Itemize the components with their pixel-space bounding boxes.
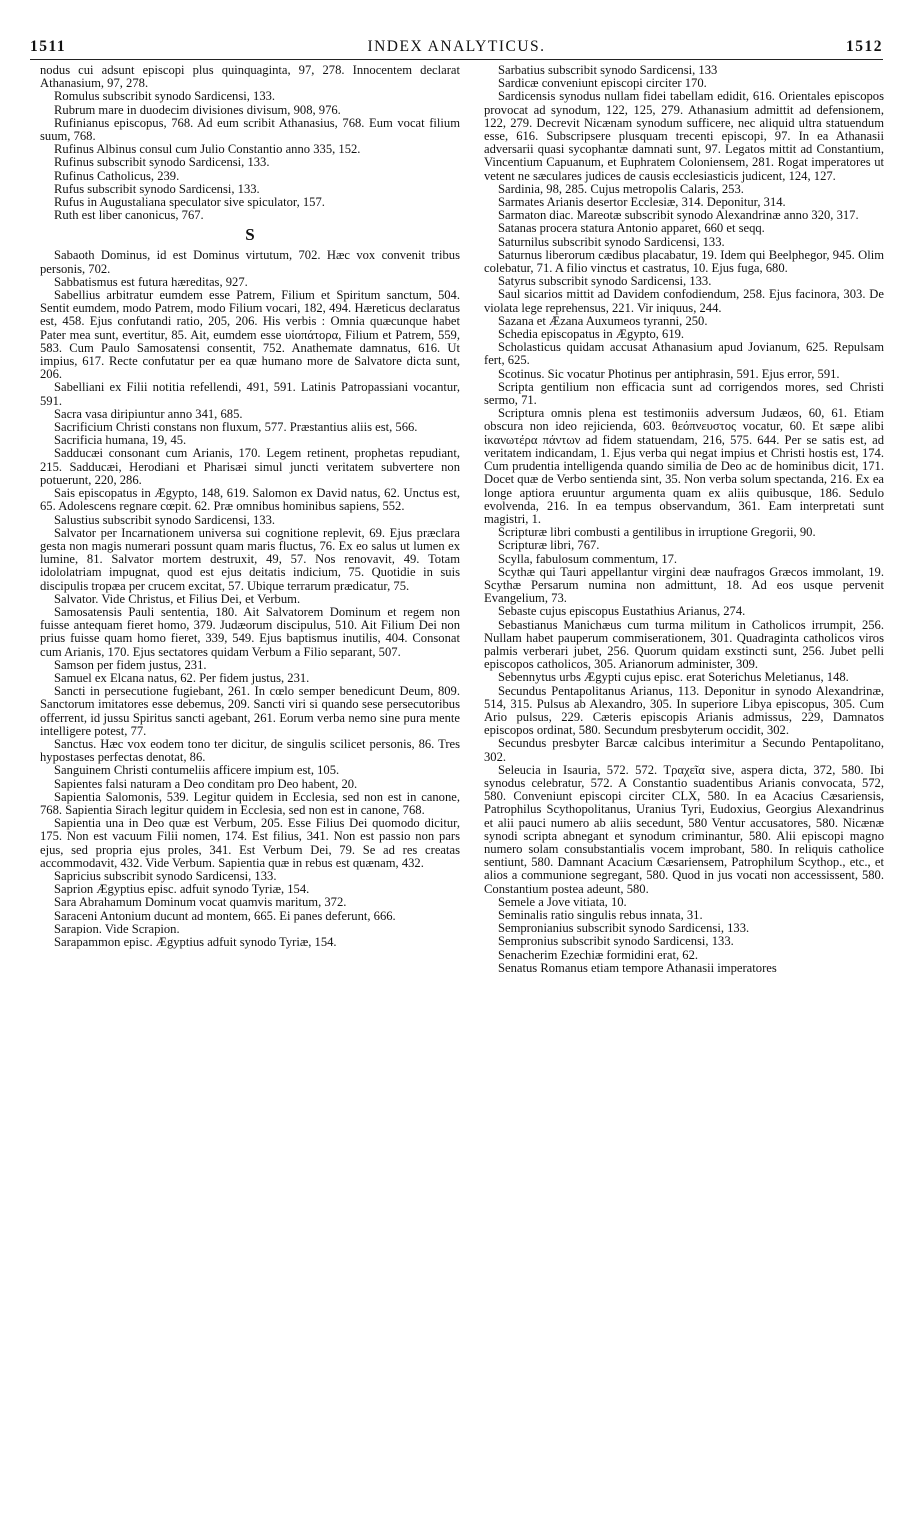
index-entry: Saprion Ægyptius episc. adfuit synodo Tyriæ, 154.: [54, 882, 310, 897]
index-entry: Sara Abrahamum Dominum vocat quamvis maritum, 372.: [54, 895, 347, 910]
index-entry: Sacrificia humana, 19, 45.: [54, 433, 187, 448]
index-entry: Rufus in Augustaliana speculator sive spiculator, 157.: [54, 195, 325, 210]
index-entry: Saraceni Antonium ducunt ad montem, 665. Ei panes deferunt, 666.: [54, 908, 396, 923]
page-header: [30, 38, 883, 60]
index-entry: Semele a Jove vitiata, 10.: [498, 894, 627, 909]
index-entry: Salvator per Incarnationem universa sui cognitione replevit, 69. Ejus præclara gesta non magis numerari possunt quam maris fluctus, 76. Ex eo salus ut lumen ex lumine, 81. Salvator mortem destruxit, 49, 57. Nos renovavit, 49. Totam idololatriam impugnat, quod est ejus deitatis indicium, 75. Quotidie in suis discipulis tropæa per crucem excitat, 57. Ubique terrarum prædicatur, 75.: [40, 525, 460, 593]
index-entry: Ruth est liber canonicus, 767.: [54, 208, 204, 223]
index-entry: Sebaste cujus episcopus Eustathius Arianus, 274.: [498, 604, 746, 619]
index-entry: Rufinus subscribit synodo Sardicensi, 133.: [54, 155, 270, 170]
index-entry: Salvator. Vide Christus, et Filius Dei, et Verbum.: [54, 591, 301, 606]
index-entry: Sapricius subscribit synodo Sardicensi, 133.: [54, 868, 277, 883]
running-title: INDEX ANALYTICUS.: [367, 38, 546, 55]
index-entry: Sanguinem Christi contumeliis afficere impium est, 105.: [54, 763, 340, 778]
index-entry: Sacra vasa diripiuntur anno 341, 685.: [54, 406, 243, 421]
index-entry: Scythæ qui Tauri appellantur virgini deæ naufragos Græcos immolant, 19. Scythæ Persarum numina non admittunt, 18. Ad eos usque pervenit Evangelium, 73.: [484, 564, 884, 606]
index-entry: Secundus presbyter Barcæ calcibus interimitur a Secundo Pentapolitano, 302.: [484, 736, 884, 764]
index-entry: Scripturæ libri, 767.: [498, 538, 600, 553]
section-letter: S: [245, 225, 255, 245]
index-entry: Sanctus. Hæc vox eodem tono ter dicitur, de singulis scilicet personis, 86. Tres hypostases perfectas denotat, 86.: [40, 736, 460, 765]
index-entry: Seleucia in Isauria, 572. 572. Τραχεῖα sive, aspera dicta, 372, 580. Ibi synodus celebratur, 572. A Constantio suadentibus Arianis convocata, 572, 580. Conveniunt episcopi circiter CLX, 580. In ea Acacius Cæsariensis, Patrophilus Scythopolitanus, Uranius Tyri, Eudoxius, Georgius Alexandrinus et alii pauci numero ab aliis secedunt, 580 Ventur accusatores, 580. Nicænæ synodi scripta abnegant et synodum criminantur, 580. Alii episcopi magno numero solam consubstantialis vocem improbant, 580. In reliquis catholice sentiunt, 580. Damnant Acacium Cæsariensem, Patrophilum Scythop., etc., et alios a communione segregant, 580. Quod in jus vocati non accessissent, 580. Constantium postea adeunt, 580.: [484, 762, 884, 896]
index-entry: Samuel ex Elcana natus, 62. Per fidem justus, 231.: [54, 670, 310, 685]
index-entry: Scotinus. Sic vocatur Photinus per antiphrasin, 591. Ejus error, 591.: [498, 366, 840, 381]
index-entry: Romulus subscribit synodo Sardicensi, 133.: [54, 89, 276, 104]
left-column-entries-s: [40, 249, 460, 949]
header-rule: [30, 59, 883, 60]
index-entry: Sebastianus Manichæus cum turma militum in Catholicos irrumpit, 256. Nullam habet pauperum commiserationem, 301. Quadraginta catholicos viros palmis verberari jubet, 256. Quorum quidam exstincti sunt, 256. Jubet pelli episcopos catholicos, 305. Arianorum administer, 309.: [484, 617, 884, 672]
index-entry: Sarmates Arianis desertor Ecclesiæ, 314. Deponitur, 314.: [498, 195, 786, 210]
right-column: [484, 64, 884, 1534]
index-entry: Sancti in persecutione fugiebant, 261. In cœlo semper benedicunt Deum, 809. Sanctorum imitatores esse debemus, 209. Sancti viri si quando sese persecutoribus offerrent, id jussu Spiritus sancti agebant, 261. Eorum verba nemo sine pura mente intelligere potest, 77.: [40, 684, 460, 738]
index-entry: Satyrus subscribit synodo Sardicensi, 133.: [498, 274, 712, 289]
index-entry: Sais episcopatus in Ægypto, 148, 619. Salomon ex David natus, 62. Unctus est, 65. Adolescens regnare cœpit. 62. Præ omnibus hominibus sapiens, 552.: [40, 486, 460, 514]
left-column-entries-r: [40, 64, 460, 222]
index-entry: Rufinus Catholicus, 239.: [54, 168, 180, 183]
index-entry: Sarbatius subscribit synodo Sardicensi, 133: [498, 64, 718, 77]
index-entry: Samson per fidem justus, 231.: [54, 657, 207, 672]
index-entry: Seminalis ratio singulis rebus innata, 31.: [498, 908, 703, 922]
index-entry: nodus cui adsunt episcopi plus quinquaginta, 97, 278. Innocentem declarat Athanasium, 97, 278.: [40, 64, 460, 91]
index-entry: Scylla, fabulosum commentum, 17.: [498, 551, 678, 566]
index-entry: Sebennytus urbs Ægypti cujus episc. erat Soterichus Meletianus, 148.: [498, 670, 849, 685]
index-entry: Sadducæi consonant cum Arianis, 170. Legem retinent, prophetas repudiant, 215. Sadducæi, Herodiani et Pharisæi simul juncti veritatem subvertere non potuerunt, 220, 286.: [40, 446, 460, 487]
index-entry: Sempronius subscribit synodo Sardicensi, 133.: [498, 934, 734, 949]
page-number-left: 1511: [30, 38, 67, 55]
index-entry: Rufinianus episcopus, 768. Ad eum scribit Athanasius, 768. Eum vocat filium suum, 768.: [40, 115, 460, 144]
index-entry: Samosatensis Pauli sententia, 180. Ait Salvatorem Dominum et regem non fuisse antequam fieret homo, 379. Judæorum discipulus, 510. Ait Filium Dei non prius fuisse quam homo fieret, 339, 549. Ejus baptismus inutilis, 404. Consonat cum Arianis, 170. Ejus sectatores quidam Verbum a Filio separant, 507.: [40, 604, 460, 659]
index-entry: Sapientia una in Deo quæ est Verbum, 205. Esse Filius Dei quomodo dicitur, 175. Non est vacuum Filii nomen, 174. Est filius, 341. Non est passio non pars ejus, sed propria ejus proles, 341. Est Verbum Dei, 79. Se ad res creatas accommodavit, 432. Vide Verbum. Sapientia quæ in rebus est quænam, 432.: [40, 816, 460, 870]
index-entry: Satanas procera statura Antonio apparet, 660 et seqq.: [498, 221, 765, 236]
left-column: [40, 64, 460, 1534]
index-entry: Sardinia, 98, 285. Cujus metropolis Calaris, 253.: [498, 181, 744, 196]
index-entry: Secundus Pentapolitanus Arianus, 113. Deponitur in synodo Alexandrinæ, 514, 315. Pulsus ab Alexandro, 305. In superiore Libya episcopus, 305. Cum Ario pulsus, 229. Cæteris episcopis Arianis admissus, 229, Damnatos episcopos ordinat, 580. Secundum presbyterum occidit, 302.: [484, 683, 884, 738]
index-entry: Sardicæ conveniunt episcopi circiter 170.: [498, 76, 707, 91]
index-entry: Sarmaton diac. Mareotæ subscribit synodo Alexandrinæ anno 320, 317.: [498, 208, 859, 223]
index-entry: Rufus subscribit synodo Sardicensi, 133.: [54, 181, 260, 196]
index-entry: Sapientes falsi naturam a Deo conditam pro Deo habent, 20.: [54, 776, 358, 791]
index-entry: Sardicensis synodus nullam fidei tabellam edidit, 616. Orientales episcopos provocat ad synodum, 122, 125, 279. Athanasium admittit ad defensionem, 122, 279. Decrevit Nicænam synodum sufficere, nec aliquid ultra statuendum esse, 616. Subscripsere plusquam trecenti episcopi, 97. In ea Athanasii adversarii quasi sycophantæ damnati sunt, 97. Legatos mittit ad Constantium, Vincentium Capuanum, et Euphratem Coloniensem, 281. Rogat imperatores ut vetent ne sæculares judices de causis ecclesiasticis judicent, 124, 127.: [484, 89, 884, 183]
index-entry: Sarapion. Vide Scrapion.: [54, 921, 180, 936]
page-number-right: 1512: [846, 38, 883, 55]
index-entry: Saul sicarios mittit ad Davidem confodiendum, 258. Ejus facinora, 303. De violata lege reprehensus, 221. Vir iniquus, 244.: [484, 287, 884, 315]
index-entry: Scriptura omnis plena est testimoniis adversum Judæos, 60, 61. Etiam obscura non ideo rejicienda, 603. θεόπνευστος vocatur, 60. Et sæpe alibi ἱκανωτέρα πάντων ad fidem statuendam, 216, 575. 644. Per se satis est, ad veritatem indicandam, 1. Ejus verba qui negat impius et Christi hostis est, 174. Cum prudentia intelligenda quando similia de Deo ac de hominibus dicit, 171. Docet quæ de Verbo sentienda sint, 35. Non verba solum spectanda, 216. Ex ea longe aptiora eruuntur argumenta quam ex aliis quibusque, 186. Sedulo evolvenda, 216. In ea tempus observandum, 361. Eam interpretati sunt magistri, 1.: [484, 406, 884, 526]
index-entry: Sarapammon episc. Ægyptius adfuit synodo Tyriæ, 154.: [54, 935, 337, 949]
index-entry: Sabaoth Dominus, id est Dominus virtutum, 702. Hæc vox convenit tribus personis, 702.: [40, 248, 460, 276]
index-entry: Scholasticus quidam accusat Athanasium apud Jovianum, 625. Repulsam fert, 625.: [484, 340, 884, 368]
index-entry: Schedia episcopatus in Ægypto, 619.: [498, 327, 685, 342]
index-entry: Scripta gentilium non efficacia sunt ad corrigendos mores, sed Christi sermo, 71.: [484, 379, 884, 408]
index-entry: Saturnilus subscribit synodo Sardicensi, 133.: [498, 234, 725, 249]
index-entry: Senacherim Ezechiæ formidini erat, 62.: [498, 947, 699, 962]
index-entry: Sazana et Æzana Auxumeos tyranni, 250.: [498, 313, 708, 328]
index-entry: Senatus Romanus etiam tempore Athanasii imperatores: [498, 960, 777, 975]
index-entry: Sabelliani ex Filii notitia refellendi, 491, 591. Latinis Patropassiani vocantur, 591.: [40, 380, 460, 408]
index-entry: Salustius subscribit synodo Sardicensi, 133.: [54, 512, 276, 527]
index-entry: Rubrum mare in duodecim divisiones divisum, 908, 976.: [54, 102, 341, 117]
index-entry: Sabbatismus est futura hæreditas, 927.: [54, 274, 248, 289]
index-entry: Saturnus liberorum cædibus placabatur, 19. Idem qui Beelphegor, 945. Olim colebatur, 71. A filio vinctus et castratus, 10. Ejus fuga, 680.: [484, 247, 884, 276]
right-column-entries: [484, 64, 884, 975]
index-entry: Sabellius arbitratur eumdem esse Patrem, Filium et Spiritum sanctum, 504. Sentit eumdem, modo Patrem, modo Filium vocari, 182, 494. Hæreticus declaratus est, 458. Ejus confutandi ratio, 205, 206. His verbis : Omnia quæcunque habet Pater mea sunt, evertitur, 85. Ait, eumdem esse υἱοπάτορα, Filium et Patrem, 559, 583. Cum Paulo Samosatensi consentit, 752. Anathemate damnatus, 616. Ut impius, 617. Recte confutatur per ea quæ humano more de Salvatore dicta sunt, 206.: [40, 288, 460, 382]
index-entry: Rufinus Albinus consul cum Julio Constantio anno 335, 152.: [54, 142, 361, 157]
index-entry: Scripturæ libri combusti a gentilibus in irruptione Gregorii, 90.: [498, 525, 816, 540]
index-entry: Sapientia Salomonis, 539. Legitur quidem in Ecclesia, sed non est in canone, 768. Sapientia Sirach legitur quidem in Ecclesia, sed non est in canone, 768.: [40, 789, 460, 817]
index-entry: Sacrificium Christi constans non fluxum, 577. Præstantius aliis est, 566.: [54, 420, 418, 435]
index-entry: Sempronianius subscribit synodo Sardicensi, 133.: [498, 921, 750, 936]
